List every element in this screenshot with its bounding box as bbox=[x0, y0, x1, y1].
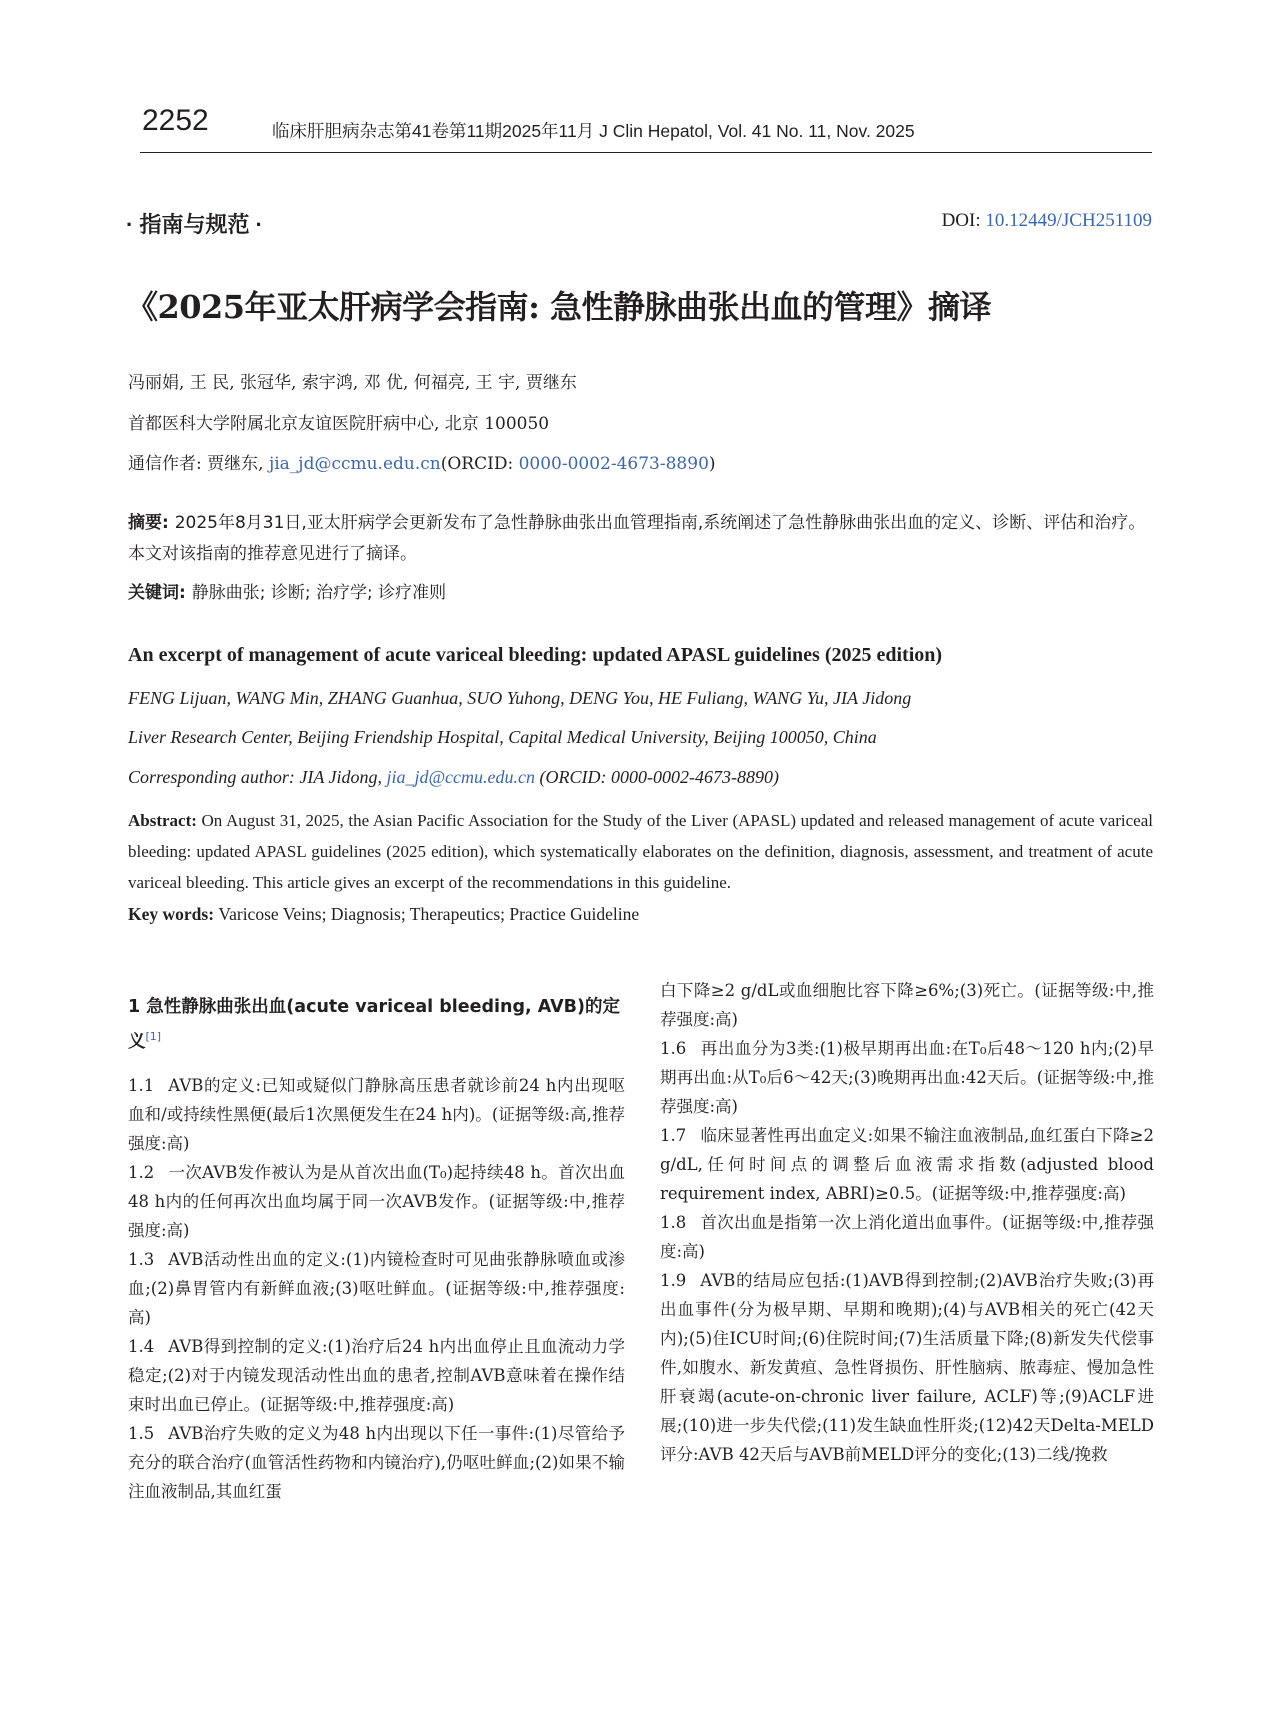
paragraph-text: 再出血分为3类:(1)极早期再出血:在T₀后48～120 h内;(2)早期再出血:从T₀后6～42天;(3)晚期再出血:42天后。(证据等级:中,推荐强度:高) bbox=[660, 1039, 1154, 1116]
orcid-link[interactable]: 0000-0002-4673-8890 bbox=[518, 454, 709, 474]
english-abstract-label: Abstract: bbox=[128, 811, 202, 830]
paragraph-number: 1.6 bbox=[660, 1039, 687, 1058]
paragraph-1-6 bbox=[660, 1034, 1154, 1121]
english-abstract bbox=[128, 805, 1153, 898]
doi bbox=[942, 210, 1152, 232]
english-keywords bbox=[128, 904, 1153, 925]
doi-label: DOI: bbox=[941, 210, 986, 231]
paragraph-1-5 bbox=[128, 1419, 625, 1506]
affiliation-cn: 首都医科大学附属北京友谊医院肝病中心, 北京 100050 bbox=[128, 414, 550, 434]
english-corresponding bbox=[128, 767, 1158, 788]
paragraph-1-1 bbox=[128, 1071, 625, 1158]
english-corresponding-email[interactable]: jia_jd@ccmu.edu.cn bbox=[386, 767, 536, 787]
paragraph-1-8 bbox=[660, 1208, 1154, 1266]
paragraph-number: 1.7 bbox=[660, 1126, 687, 1145]
right-column bbox=[660, 976, 1154, 1469]
paragraph-number: 1.4 bbox=[128, 1336, 155, 1356]
corresponding-cn bbox=[128, 449, 1148, 474]
paragraph-number: 1.5 bbox=[128, 1423, 155, 1443]
english-abstract-text: On August 31, 2025, the Asian Pacific Association for the Study of the Liver (APASL) updated and released management of acute variceal bleeding: updated APASL guidelines (2025 edition), which systematically elaborates on the definition, diagnosis, assessment, and treatment of acute variceal bleeding. This article gives an excerpt of the recommendations in this guideline. bbox=[128, 811, 1153, 892]
paragraph-1-4 bbox=[128, 1332, 625, 1419]
corresponding-prefix: 通信作者: 贾继东, bbox=[128, 454, 269, 474]
reference-1[interactable]: [1] bbox=[145, 1030, 162, 1043]
english-keywords-label: Key words: bbox=[128, 904, 219, 924]
paragraph-number: 1.8 bbox=[660, 1213, 687, 1232]
paragraph-number: 1.1 bbox=[128, 1075, 155, 1095]
column-label: · 指南与规范 · bbox=[126, 212, 263, 237]
page-number: 2252 bbox=[142, 104, 209, 137]
paragraph-text: 一次AVB发作被认为是从首次出血(T₀)起持续48 h。首次出血48 h内的任何再次出血均属于同一次AVB发作。(证据等级:中,推荐强度:高) bbox=[128, 1162, 625, 1240]
paragraph-text: AVB的结局应包括:(1)AVB得到控制;(2)AVB治疗失败;(3)再出血事件(分为极早期、早期和晚期);(4)与AVB相关的死亡(42天内);(5)住ICU时间;(6)住院时间;(7)生活质量下降;(8)新发失代偿事件,如腹水、新发黄疸、急性肾损伤、肝性脑病、脓毒症、慢加急性肝衰竭(acute-on-chronic liver failure, ACLF)等;(9)ACLF进展;(10)进一步失代偿;(11)发生缺血性肝炎;(12)42天Delta-MELD评分:AVB 42天后与AVB前MELD评分的变化;(13)二线/挽救 bbox=[660, 1271, 1154, 1464]
paragraph-text: AVB活动性出血的定义:(1)内镜检查时可见曲张静脉喷血或渗血;(2)鼻胃管内有新鲜血液;(3)呕吐鲜血。(证据等级:中,推荐强度:高) bbox=[128, 1249, 625, 1327]
left-column bbox=[128, 980, 625, 1506]
paragraph-1-3 bbox=[128, 1245, 625, 1332]
orcid-prefix: (ORCID: bbox=[440, 454, 519, 474]
section-1-heading bbox=[128, 993, 625, 1057]
english-keywords-text: Varicose Veins; Diagnosis; Therapeutics; Practice Guideline bbox=[218, 904, 640, 924]
paragraph-number: 1.3 bbox=[128, 1249, 155, 1269]
page-header bbox=[140, 104, 1152, 153]
paragraph-1-5-continued: 白下降≥2 g/dL或血细胞比容下降≥6%;(3)死亡。(证据等级:中,推荐强度:高) bbox=[660, 981, 1154, 1029]
paragraph-1-9 bbox=[660, 1266, 1154, 1469]
running-head: 临床肝胆病杂志第41卷第11期2025年11月 J Clin Hepatol, Vol. 41 No. 11, Nov. 2025 bbox=[272, 121, 915, 141]
paragraph-text: 首次出血是指第一次上消化道出血事件。(证据等级:中,推荐强度:高) bbox=[660, 1213, 1154, 1261]
keywords-cn-text: 静脉曲张; 诊断; 治疗学; 诊疗准则 bbox=[191, 583, 447, 603]
paragraph-1-7 bbox=[660, 1121, 1154, 1208]
article-title: 《2025年亚太肝病学会指南: 急性静脉曲张出血的管理》摘译 bbox=[126, 288, 992, 326]
keywords-cn bbox=[128, 578, 1153, 609]
paragraph-text: AVB治疗失败的定义为48 h内出现以下任一事件:(1)尽管给予充分的联合治疗(血管活性药物和内镜治疗),仍呕吐鲜血;(2)如果不输注血液制品,其血红蛋 bbox=[128, 1423, 625, 1501]
paragraph-text: AVB得到控制的定义:(1)治疗后24 h内出血停止且血流动力学稳定;(2)对于内镜发现活动性出血的患者,控制AVB意味着在操作结束时出血已停止。(证据等级:中,推荐强度:高) bbox=[128, 1336, 625, 1414]
paragraph-number: 1.9 bbox=[660, 1271, 687, 1290]
english-affiliation: Liver Research Center, Beijing Friendship Hospital, Capital Medical University, Beijing 100050, China bbox=[128, 727, 877, 747]
keywords-cn-label: 关键词: bbox=[128, 583, 192, 603]
section-1-heading-text: 1 急性静脉曲张出血(acute variceal bleeding, AVB)的定义 bbox=[128, 997, 620, 1052]
english-title: An excerpt of management of acute variceal bleeding: updated APASL guidelines (2025 edition) bbox=[128, 644, 943, 666]
abstract-cn-label: 摘要: bbox=[128, 513, 175, 533]
abstract-cn-text: 2025年8月31日,亚太肝病学会更新发布了急性静脉曲张出血管理指南,系统阐述了急性静脉曲张出血的定义、诊断、评估和治疗。本文对该指南的推荐意见进行了摘译。 bbox=[128, 513, 1146, 564]
authors-cn: 冯丽娟, 王 民, 张冠华, 索宇鸿, 邓 优, 何福亮, 王 宇, 贾继东 bbox=[128, 373, 577, 393]
paragraph-text: 临床显著性再出血定义:如果不输注血液制品,血红蛋白下降≥2 g/dL,任何时间点的调整后血液需求指数(adjusted blood requirement index, ABRI)≥0.5。(证据等级:中,推荐强度:高) bbox=[660, 1126, 1154, 1203]
paragraph-number: 1.2 bbox=[128, 1162, 155, 1182]
paragraph-1-2 bbox=[128, 1158, 625, 1245]
doi-link[interactable]: 10.12449/JCH251109 bbox=[985, 210, 1152, 231]
orcid-suffix: ) bbox=[708, 454, 716, 474]
english-corresponding-prefix: Corresponding author: JIA Jidong, bbox=[128, 767, 387, 787]
paragraph-text: AVB的定义:已知或疑似门静脉高压患者就诊前24 h内出现呕血和/或持续性黑便(最后1次黑便发生在24 h内)。(证据等级:高,推荐强度:高) bbox=[128, 1075, 625, 1153]
corresponding-email[interactable]: jia_jd@ccmu.edu.cn bbox=[268, 454, 441, 474]
english-orcid: (ORCID: 0000-0002-4673-8890) bbox=[535, 767, 779, 787]
english-authors: FENG Lijuan, WANG Min, ZHANG Guanhua, SUO Yuhong, DENG You, HE Fuliang, WANG Yu, JIA Jidong bbox=[128, 688, 912, 708]
abstract-cn bbox=[128, 508, 1153, 570]
